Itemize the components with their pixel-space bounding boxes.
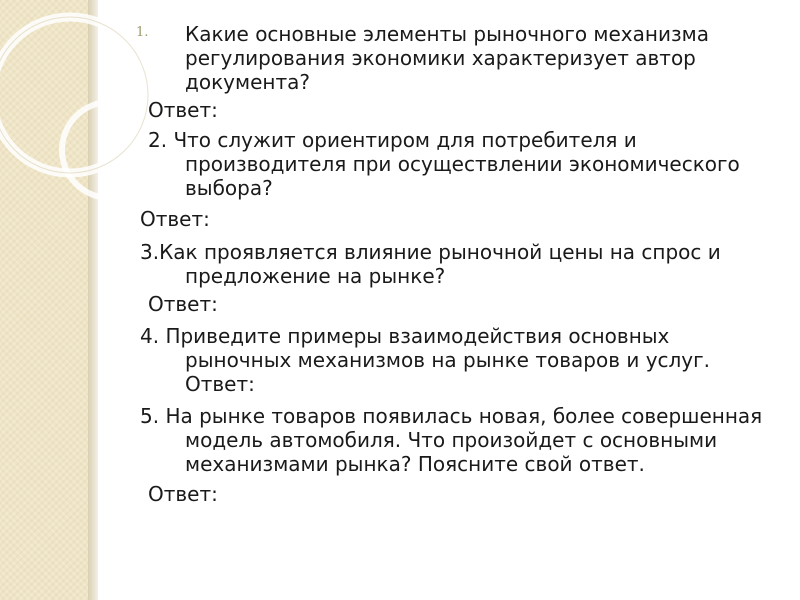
question-5-line-3: механизмами рынка? Поясните свой ответ. (185, 452, 645, 476)
answer-3-label: Ответ: (148, 292, 218, 316)
question-1-line-2: регулирования экономики характеризует автор (185, 46, 696, 70)
answer-1-label: Ответ: (148, 98, 218, 122)
answer-4-label: Ответ: (185, 372, 255, 396)
question-5-line-1: 5. На рынке товаров появилась новая, более совершенная (140, 404, 763, 428)
question-2-line-1: 2. Что служит ориентиром для потребителя и (148, 128, 637, 152)
question-4-line-2: рыночных механизмов на рынке товаров и услуг. (185, 348, 711, 372)
question-2-line-3: выбора? (185, 176, 273, 200)
question-2-line-2: производителя при осуществлении экономического (185, 152, 740, 176)
answer-2-label: Ответ: (140, 207, 210, 231)
question-5-line-2: модель автомобиля. Что произойдет с основными (185, 428, 718, 452)
question-1-line-1: Какие основные элементы рыночного механизма (185, 22, 709, 46)
question-3-line-2: предложение на рынке? (185, 264, 446, 288)
answer-5-label: Ответ: (148, 482, 218, 506)
question-1-line-3: документа? (185, 70, 310, 94)
question-4-line-1: 4. Приведите примеры взаимодействия основных (140, 324, 670, 348)
question-3-line-1: 3.Как проявляется влияние рыночной цены на спрос и (140, 240, 721, 264)
question-1-number: 1. (136, 25, 149, 40)
